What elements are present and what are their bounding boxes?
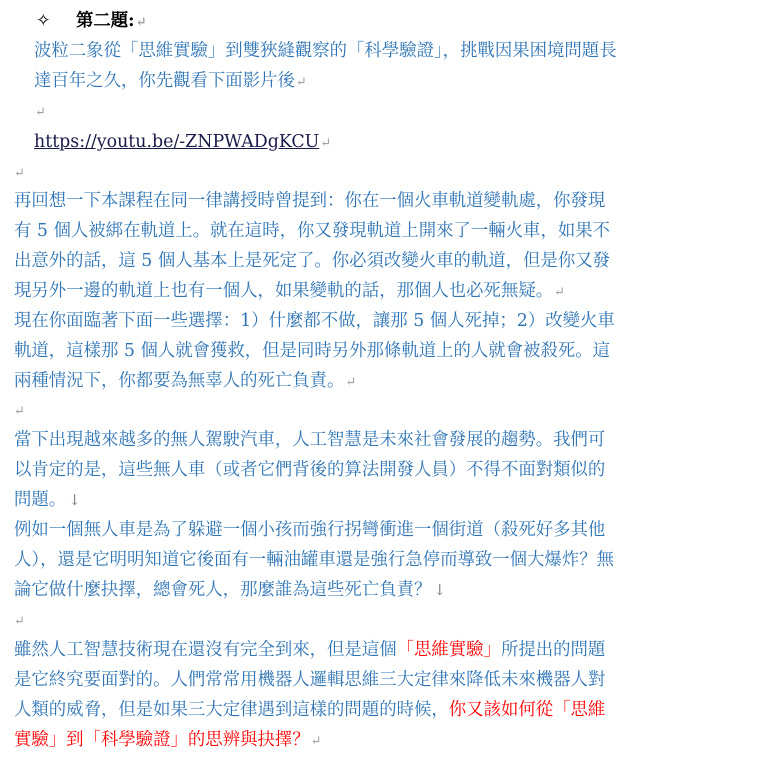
- diamond-bullet-icon: ✧: [36, 11, 51, 31]
- intro-text-1: 波粒二象從「思維實驗」到雙狹縫觀察的「科學驗證」，挑戰因果困境問題長: [34, 41, 617, 61]
- para2-line-1: [14, 306, 615, 336]
- empty-paragraph: [13, 395, 25, 425]
- para3-text-3: 問題。: [14, 490, 67, 510]
- para4-text-2: 人），還是它明明知道它後面有一輛油罐車還是強行急停而導致一個大爆炸？無: [14, 550, 614, 570]
- video-link-line: [34, 127, 331, 157]
- para1-line-1: [14, 186, 605, 216]
- para1-line-2: [14, 216, 610, 246]
- empty-paragraph: [13, 157, 25, 187]
- para2-text-3: 兩種情況下，你都要為無辜人的死亡負責。: [14, 371, 345, 391]
- para5-emphasis-1: 「思維實驗」: [396, 640, 501, 660]
- para4-line-2: [14, 545, 614, 575]
- para1-text-3: 出意外的話，這 5 個人基本上是死定了。你必須改變火車的軌道，但是你又發: [14, 251, 611, 271]
- paragraph-mark-icon: ↵: [295, 75, 307, 90]
- para5-text-3a: 人類的威脅，但是如果三大定律遇到這樣的問題的時候，: [14, 700, 449, 720]
- para5-text-1a: 雖然人工智慧技術現在還沒有完全到來，但是這個: [14, 640, 397, 660]
- para5-emphasis-4: 實驗」到「科學驗證」的思辨與抉擇？: [14, 730, 310, 750]
- para3-line-2: [14, 455, 605, 485]
- paragraph-mark-icon: ↵: [14, 166, 25, 181]
- para1-text-1: 再回想一下本課程在同一律講授時曾提到：你在一個火車軌道變軌處，你發現: [14, 191, 606, 211]
- paragraph-mark-icon: ↵: [14, 404, 25, 419]
- paragraph-mark-icon: ↵: [554, 285, 566, 300]
- para5-line-1: [14, 635, 605, 665]
- paragraph-mark-icon: ↵: [345, 375, 357, 390]
- intro-line-2: [34, 66, 307, 96]
- para2-line-2: [14, 336, 610, 366]
- empty-paragraph: [13, 605, 25, 635]
- paragraph-mark-icon: ↵: [310, 734, 322, 749]
- paragraph-mark-icon: ↵: [135, 15, 147, 30]
- para5-emphasis-3: 你又該如何從「思維: [448, 700, 606, 720]
- paragraph-mark-icon: ↵: [35, 105, 46, 120]
- question-heading: [36, 6, 147, 36]
- para3-line-1: [14, 425, 605, 455]
- para4-line-1: [14, 515, 605, 545]
- intro-text-2: 達百年之久，你先觀看下面影片後: [34, 71, 295, 91]
- para5-text-1b: 所提出的問題: [500, 640, 606, 660]
- para5-line-2: [14, 665, 605, 695]
- para3-line-3: [14, 485, 81, 515]
- para5-line-4: [14, 725, 322, 755]
- para4-text-3: 論它做什麼抉擇，總會死人，那麼誰為這些死亡負責？: [14, 580, 432, 600]
- para2-text-2: 軌道，這樣那 5 個人就會獲救，但是同時另外那條軌道上的人就會被殺死。這: [14, 341, 611, 361]
- intro-line-1: [34, 36, 617, 66]
- para4-line-3: [14, 575, 446, 605]
- video-link[interactable]: https://youtu.be/-ZNPWADgKCU: [34, 132, 320, 152]
- line-break-icon: ↓: [433, 581, 446, 599]
- para5-line-3: [14, 695, 605, 725]
- line-break-icon: ↓: [68, 491, 81, 509]
- para1-text-2: 有 5 個人被綁在軌道上。就在這時，你又發現軌道上開來了一輛火車，如果不: [14, 221, 611, 241]
- empty-paragraph: [34, 96, 46, 126]
- para3-text-1: 當下出現越來越多的無人駕駛汽車，人工智慧是未來社會發展的趨勢。我們可: [14, 430, 606, 450]
- para3-text-2: 以肯定的是，這些無人車（或者它們背後的算法開發人員）不得不面對類似的: [14, 460, 606, 480]
- para1-line-4: [14, 276, 565, 306]
- para4-text-1: 例如一個無人車是為了躲避一個小孩而強行拐彎衝進一個街道（殺死好多其他: [14, 520, 606, 540]
- para1-line-3: [14, 246, 610, 276]
- paragraph-mark-icon: ↵: [14, 614, 25, 629]
- para2-text-1: 現在你面臨著下面一些選擇：1）什麼都不做，讓那 5 個人死掉；2）改變火車: [14, 311, 615, 331]
- paragraph-mark-icon: ↵: [320, 136, 332, 151]
- heading-text: 第二題:: [76, 11, 135, 31]
- para1-text-4: 現另外一邊的軌道上也有一個人，如果變軌的話，那個人也必死無疑。: [14, 281, 554, 301]
- para5-text-2: 是它終究要面對的。人們常常用機器人邏輯思維三大定律來降低未來機器人對: [14, 670, 606, 690]
- para2-line-3: [14, 366, 356, 396]
